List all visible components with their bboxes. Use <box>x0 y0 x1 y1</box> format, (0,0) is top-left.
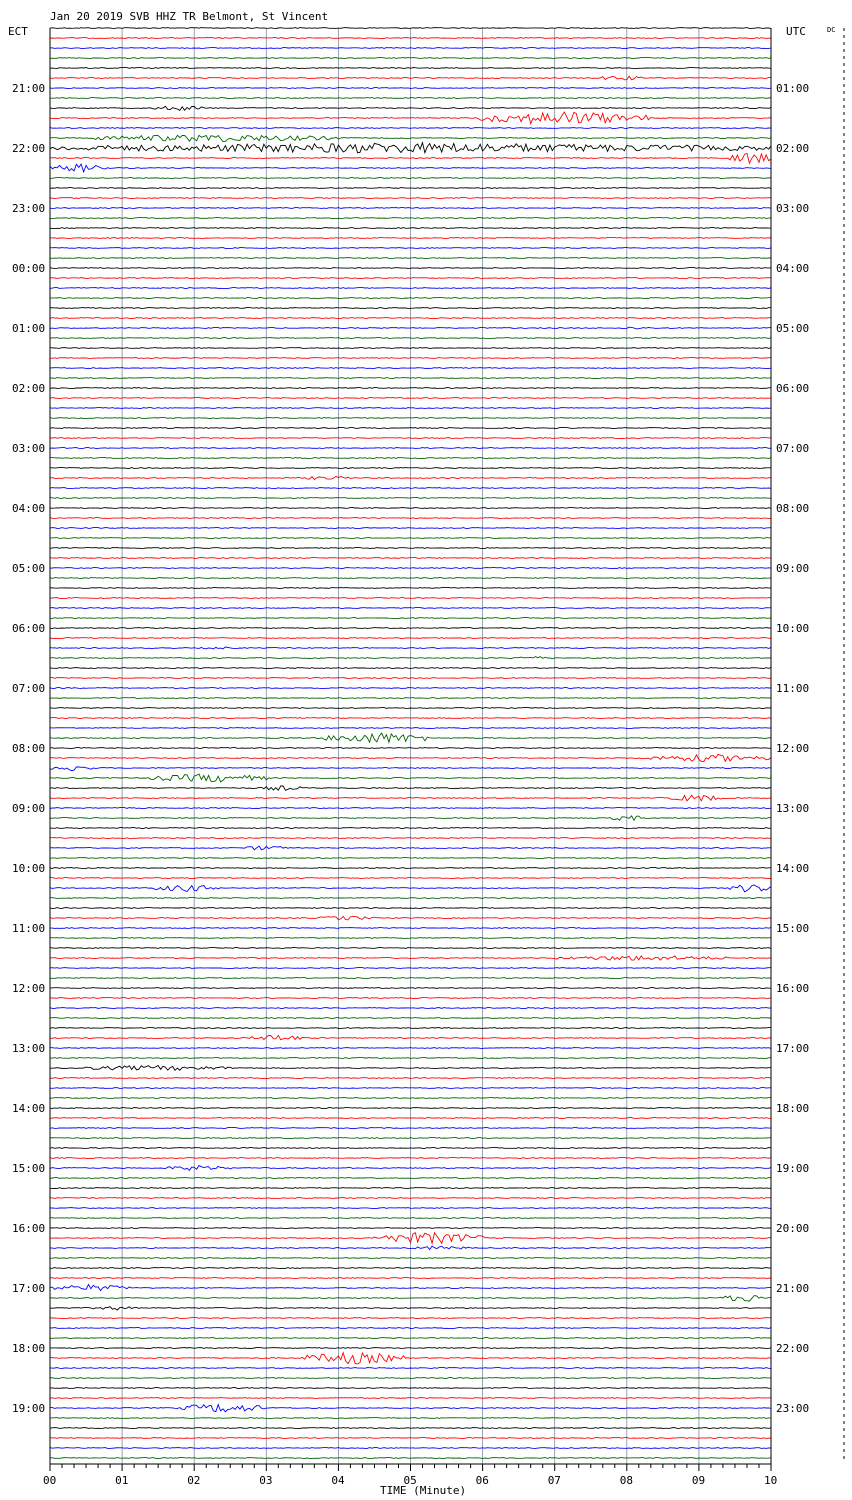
trace-row <box>50 1118 771 1119</box>
trace-row <box>50 528 771 529</box>
right-hour-label: 16:00 <box>776 982 810 995</box>
right-hour-label: 02:00 <box>776 142 810 155</box>
left-hour-label: 02:00 <box>12 382 46 395</box>
trace-row <box>50 698 771 699</box>
left-hour-label: 21:00 <box>12 82 46 95</box>
trace-row <box>50 448 771 449</box>
left-hour-label: 17:00 <box>12 1282 46 1295</box>
trace-row <box>50 28 771 29</box>
trace-row <box>50 578 771 579</box>
chart-title: Jan 20 2019 SVB HHZ TR Belmont, St Vincent <box>50 10 329 23</box>
x-tick-label: 00 <box>43 1474 57 1487</box>
right-hour-label: 03:00 <box>776 202 810 215</box>
right-hour-label: 19:00 <box>776 1162 810 1175</box>
right-hour-label: 22:00 <box>776 1342 810 1355</box>
left-hour-label: 19:00 <box>12 1402 46 1415</box>
x-tick-label: 07 <box>547 1474 561 1487</box>
trace-row <box>50 1148 771 1149</box>
trace-row <box>50 498 771 499</box>
left-hour-label: 07:00 <box>12 682 46 695</box>
trace-row <box>50 1228 771 1229</box>
left-hour-label: 09:00 <box>12 802 46 815</box>
trace-row <box>50 678 771 679</box>
trace-row <box>50 208 771 209</box>
trace-row <box>50 1128 771 1129</box>
right-hour-label: 08:00 <box>776 502 810 515</box>
trace-row <box>50 248 771 249</box>
trace-row <box>50 708 771 709</box>
right-hour-label: 05:00 <box>776 322 810 335</box>
trace-row <box>50 258 771 259</box>
left-hour-label: 16:00 <box>12 1222 46 1235</box>
trace-row <box>50 638 771 639</box>
right-hour-label: 07:00 <box>776 442 810 455</box>
right-hour-label: 11:00 <box>776 682 810 695</box>
x-tick-label: 03 <box>259 1474 273 1487</box>
trace-row <box>50 338 771 339</box>
trace-row <box>50 438 771 439</box>
right-timezone-label: UTC <box>786 25 806 38</box>
right-hour-label: 23:00 <box>776 1402 810 1415</box>
trace-row <box>50 908 771 909</box>
trace-row <box>50 618 771 619</box>
trace-row <box>50 1008 771 1009</box>
x-axis-label: TIME (Minute) <box>380 1484 467 1497</box>
left-hour-label: 22:00 <box>12 142 46 155</box>
left-hour-label: 18:00 <box>12 1342 46 1355</box>
trace-row <box>50 968 771 969</box>
x-tick-label: 05 <box>403 1474 417 1487</box>
trace-row <box>50 58 771 59</box>
trace-row <box>50 1268 771 1269</box>
right-hour-label: 20:00 <box>776 1222 810 1235</box>
trace-row <box>50 1018 771 1019</box>
trace-row <box>50 1318 771 1319</box>
left-hour-label: 06:00 <box>12 622 46 635</box>
x-tick-label: 09 <box>691 1474 706 1487</box>
x-tick-label: 01 <box>115 1474 129 1487</box>
left-hour-label: 13:00 <box>12 1042 46 1055</box>
right-hour-label: 01:00 <box>776 82 810 95</box>
trace-row <box>50 988 771 989</box>
right-hour-label: 15:00 <box>776 922 810 935</box>
right-hour-label: 17:00 <box>776 1042 810 1055</box>
right-hour-label: 10:00 <box>776 622 810 635</box>
trace-row <box>50 858 771 859</box>
trace-row <box>50 188 771 189</box>
left-hour-label: 23:00 <box>12 202 46 215</box>
trace-row <box>50 928 771 929</box>
trace-row <box>50 1368 771 1369</box>
trace-row <box>50 218 771 219</box>
right-hour-label: 18:00 <box>776 1102 810 1115</box>
trace-row <box>50 808 771 809</box>
right-hour-label: 13:00 <box>776 802 810 815</box>
trace-row <box>50 408 771 409</box>
left-hour-label: 11:00 <box>12 922 46 935</box>
left-hour-label: 14:00 <box>12 1102 46 1115</box>
trace-row <box>50 1028 771 1029</box>
right-hour-label: 06:00 <box>776 382 810 395</box>
trace-row <box>50 1418 771 1419</box>
trace-row <box>50 368 771 369</box>
left-timezone-label: ECT <box>8 25 28 38</box>
trace-row <box>50 718 771 719</box>
x-tick-label: 04 <box>331 1474 345 1487</box>
left-hour-label: 05:00 <box>12 562 46 575</box>
x-tick-label: 06 <box>475 1474 489 1487</box>
right-hour-label: 04:00 <box>776 262 810 275</box>
left-hour-label: 10:00 <box>12 862 46 875</box>
trace-row <box>50 1188 771 1189</box>
right-hour-label: 21:00 <box>776 1282 810 1295</box>
left-hour-label: 04:00 <box>12 502 46 515</box>
trace-row <box>50 228 771 229</box>
trace-row <box>50 998 771 999</box>
x-tick-label: 08 <box>619 1474 634 1487</box>
left-hour-label: 08:00 <box>12 742 46 755</box>
trace-row <box>50 1388 771 1389</box>
right-hour-label: 14:00 <box>776 862 810 875</box>
right-hour-label: 09:00 <box>776 562 810 575</box>
right-hour-label: 12:00 <box>776 742 810 755</box>
dc-tag: DC <box>827 26 836 34</box>
trace-row <box>50 1448 771 1449</box>
left-hour-label: 03:00 <box>12 442 46 455</box>
trace-row <box>50 1158 771 1159</box>
x-tick-label: 02 <box>187 1474 201 1487</box>
left-hour-label: 00:00 <box>12 262 46 275</box>
left-hour-label: 15:00 <box>12 1162 46 1175</box>
x-tick-label: 10 <box>764 1474 778 1487</box>
left-hour-label: 01:00 <box>12 322 46 335</box>
left-hour-label: 12:00 <box>12 982 46 995</box>
